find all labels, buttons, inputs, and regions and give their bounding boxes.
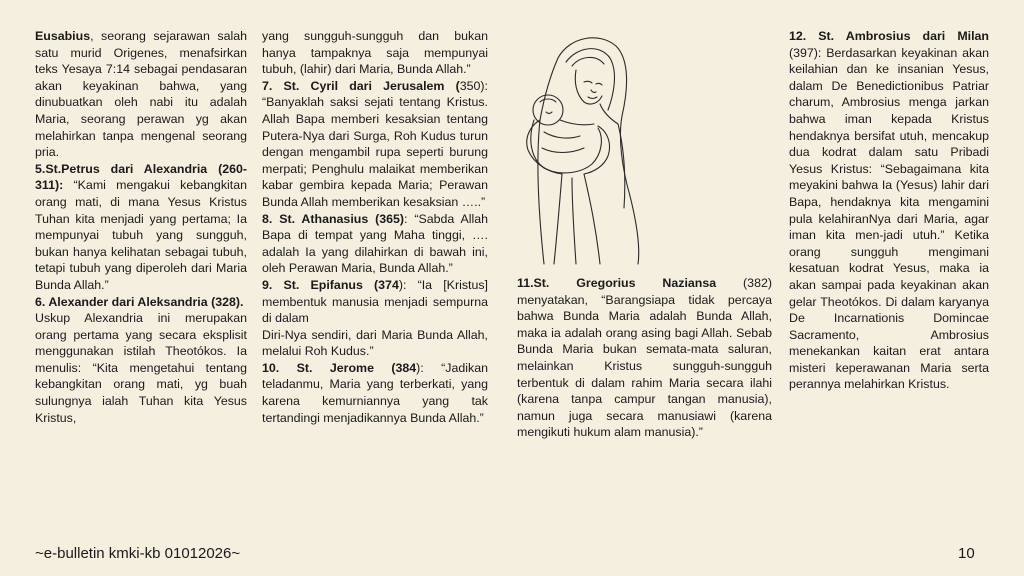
paragraph-text: ): “Ia [Kristus] membentuk manusia menjadi sempurna di dalam [262, 277, 488, 326]
paragraph-alexander: Uskup Alexandria ini merupakan orang pertama yang secara eksplisit menggunakan istilah Theotókos. Ia menulis: “Kita mengetahui tentang kebangkitan orang mati, yg buah sulungnya ialah Tuhan kita Yesus Kristus, [35, 311, 247, 425]
text-column-2 [262, 28, 488, 426]
paragraph-text: , seorang sejarawan salah satu murid Origenes, menafsirkan teks Yesaya 7:14 sebagai pendasaran akan keyakinan bahwa, yang dinubuatkan oleh nabi itu adalah Maria, seorang perawan yg akan melahirkan tanpa mengenal seorang pria. [35, 29, 247, 160]
section-heading: 9. St. Epifanus (374 [262, 277, 399, 292]
paragraph-epifanus-cont: Diri-Nya sendiri, dari Maria Bunda Allah, melalui Roh Kudus.” [262, 327, 488, 359]
text-column-1 [35, 28, 247, 426]
section-heading-alexander: 6. Alexander dari Aleksandria (328). [35, 294, 244, 309]
section-heading: 8. St. Athanasius (365) [262, 211, 405, 226]
section-heading: 5.St.Petrus dari Alexandria (260-311): [35, 161, 247, 193]
paragraph-text: (397): Berdasarkan keyakinan akan keilahian dan ke insanian Yesus, dalam De Benedictionibus Patriar charum, Ambrosius menga jarkan bahwa iman kepada Kristus hendaknya bersifat utuh, mencakup dua kodrat dalam satu Pribadi Yesus Kristus: “Sebagaimana kita meyakini bahwa Ia (Yesus) lahir dari Bapa, hendaknya kita mengamini pula kelahiranNya dari Maria, agar iman kita men-jadi utuh.” Ketika orang sungguh mengimani kesatuan kodrat Yesus, maka ia akan sampai pada keyakinan akan gelar Theotókos. Di dalam karyanya De Incarnationis Domincae Sacramento, Ambrosius menekankan kaitan erat antara misteri keperawanan Maria serta perannya melahirkan Kristus. [789, 45, 989, 392]
year: 350 [459, 78, 481, 93]
paragraph-text: ): “Jadikan teladanmu, Maria yang terberkati, yang karena kemurniannya yang tak tertandingi menjadikannya Bunda Allah.” [262, 360, 488, 425]
paragraph-jerome [262, 360, 488, 426]
paragraph-text: : “Sabda Allah Bapa di tempat yang Maha tinggi, …. adalah Ia yang dilahirkan di bawah ini, oleh Perawan Maria, Bunda Allah.” [262, 211, 489, 276]
veil-left-edge [540, 58, 558, 120]
section-heading: 7. St. Cyril dari Jerusalem ( [262, 78, 460, 93]
paragraph-text: ): “Banyaklah saksi sejati tentang Kristus. Allah Bapa memberi kesaksian tentang Putera-Nya dari Surga, Roh Kudus turun dengan mengambil rupa seperti burung merpati; Penghulu malaikat memberikan kabar gembira kepada Maria; Perawan Bunda Allah memberikan kesaksian …..” [262, 78, 488, 209]
paragraph-athanasius [262, 211, 488, 277]
veil-outline [558, 38, 639, 264]
paragraph-eusebius [35, 28, 247, 161]
text-column-4 [789, 28, 989, 393]
face-outline [575, 70, 602, 104]
child-blanket [531, 120, 602, 173]
paragraph-petrus [35, 161, 247, 294]
footer-label: ~e-bulletin kmki-kb 01012026~ [35, 545, 241, 562]
section-heading: 11.St. Gregorius Naziansa [517, 276, 717, 290]
paragraph-gregorius [517, 275, 772, 441]
section-heading: 12. St. Ambrosius dari Milan [789, 29, 989, 43]
paragraph-epifanus [262, 277, 488, 327]
text-column-3 [517, 275, 772, 441]
gown-outline [554, 174, 562, 264]
section-heading: 10. St. Jerome (384 [262, 360, 417, 375]
paragraph-continuation: yang sungguh-sungguh dan bukan hanya tampaknya saja mempunyai tubuh, (lahir) dari Maria, Bunda Allah.” [262, 29, 488, 77]
madonna-and-child-illustration [500, 28, 650, 266]
paragraph-text: “Kami mengakui kebangkitan orang mati, di mana Yesus Kristus Tuhan kita menjadi yang pertama; Ia mempunyai tubuh yang sungguh, bukan hanya kelihatan sebagai tubuh, tetapi tubuh yang diperoleh dari Maria Bunda Allah.” [35, 178, 247, 292]
page-number: 10 [958, 545, 975, 562]
saint-name: Eusabius [35, 29, 91, 43]
paragraph-text: (382) menyatakan, “Barangsiapa tidak percaya bahwa Bunda Maria adalah Bunda Allah, maka ia adalah orang asing bagi Allah. Sebab Bunda Maria bukan semata-mata saluran, melainkan Kristus sungguh-sungguh terbentuk di dalam rahim Maria secara ilahi (karena tanpa campur tangan manusia), namun juga secara manusiawi (karena mengikuti hukum alam manusia).” [517, 276, 772, 440]
paragraph-cyril [262, 78, 488, 211]
paragraph-ambrosius [789, 28, 989, 393]
